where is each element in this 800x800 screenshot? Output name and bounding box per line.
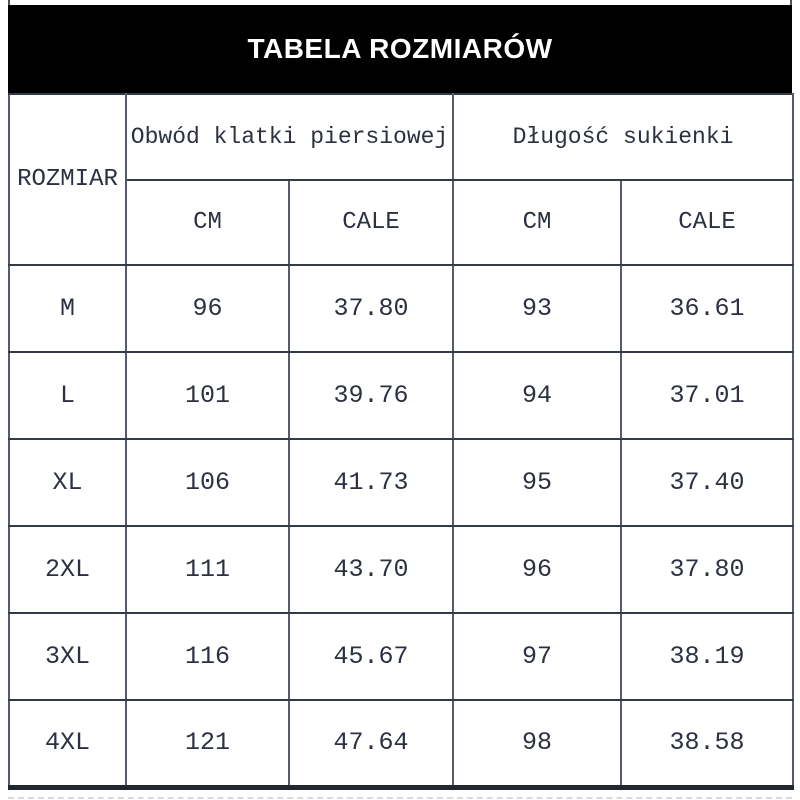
length-cm-cell: 94 [453, 352, 621, 439]
length-cm-cell: 93 [453, 265, 621, 352]
table-row [9, 352, 793, 439]
length-cale-cell: 38.19 [621, 613, 793, 700]
size-cell: XL [9, 439, 126, 526]
table-row [9, 439, 793, 526]
table-row [9, 265, 793, 352]
chest-cale-cell: 39.76 [289, 352, 453, 439]
chest-cm-cell: 121 [126, 700, 289, 787]
size-cell: M [9, 265, 126, 352]
chest-cale-header: CALE [289, 180, 453, 265]
header-group-row [9, 94, 793, 180]
chest-cale-cell: 47.64 [289, 700, 453, 787]
chest-cm-header: CM [126, 180, 289, 265]
chest-cm-cell: 116 [126, 613, 289, 700]
length-cm-cell: 95 [453, 439, 621, 526]
size-cell: 4XL [9, 700, 126, 787]
size-cell: L [9, 352, 126, 439]
length-cm-cell: 96 [453, 526, 621, 613]
table-row [9, 526, 793, 613]
page-title: TABELA ROZMIARÓW [247, 33, 553, 64]
chest-cale-cell: 45.67 [289, 613, 453, 700]
bottom-crop-edge [8, 797, 792, 799]
chest-cale-cell: 43.70 [289, 526, 453, 613]
length-group-header: Długość sukienki [453, 94, 793, 180]
chest-cm-cell: 106 [126, 439, 289, 526]
length-cm-header: CM [453, 180, 621, 265]
size-column-header: ROZMIAR [9, 94, 126, 265]
length-cale-cell: 36.61 [621, 265, 793, 352]
header-unit-row [9, 180, 793, 265]
chest-cm-cell: 111 [126, 526, 289, 613]
chest-cale-cell: 41.73 [289, 439, 453, 526]
length-cale-cell: 38.58 [621, 700, 793, 787]
chest-cm-cell: 96 [126, 265, 289, 352]
length-cm-cell: 98 [453, 700, 621, 787]
length-cm-cell: 97 [453, 613, 621, 700]
chest-group-header: Obwód klatki piersiowej [126, 94, 453, 180]
chest-cale-cell: 37.80 [289, 265, 453, 352]
table-row [9, 700, 793, 787]
length-cale-header: CALE [621, 180, 793, 265]
length-cale-cell: 37.40 [621, 439, 793, 526]
length-cale-cell: 37.80 [621, 526, 793, 613]
size-cell: 3XL [9, 613, 126, 700]
chest-cm-cell: 101 [126, 352, 289, 439]
title-banner [8, 5, 792, 93]
size-chart-table [8, 93, 794, 790]
size-cell: 2XL [9, 526, 126, 613]
length-cale-cell: 37.01 [621, 352, 793, 439]
table-row [9, 613, 793, 700]
